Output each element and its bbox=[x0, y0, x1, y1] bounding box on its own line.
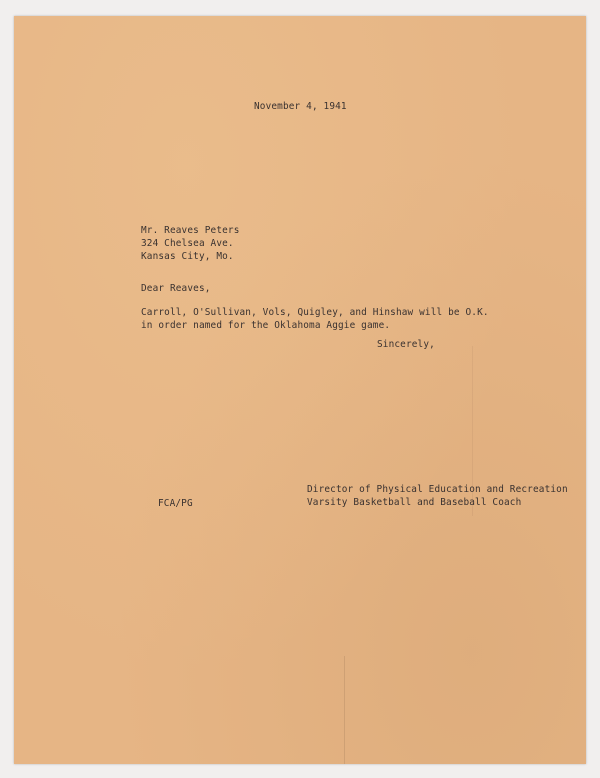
closing: Sincerely, bbox=[377, 339, 435, 350]
paper-crease bbox=[344, 656, 345, 764]
letter-date: November 4, 1941 bbox=[254, 101, 347, 112]
recipient-name: Mr. Reaves Peters bbox=[141, 225, 240, 236]
signature-title-2: Varsity Basketball and Baseball Coach bbox=[307, 497, 522, 508]
typist-initials: FCA/PG bbox=[158, 498, 193, 509]
letter-page bbox=[14, 16, 586, 764]
body-line-1: Carroll, O'Sullivan, Vols, Quigley, and Hinshaw will be O.K. bbox=[141, 307, 489, 318]
salutation: Dear Reaves, bbox=[141, 283, 211, 294]
recipient-street: 324 Chelsea Ave. bbox=[141, 238, 234, 249]
signature-title-1: Director of Physical Education and Recreation bbox=[307, 484, 568, 495]
recipient-city: Kansas City, Mo. bbox=[141, 251, 234, 262]
body-line-2: in order named for the Oklahoma Aggie game. bbox=[141, 320, 391, 331]
